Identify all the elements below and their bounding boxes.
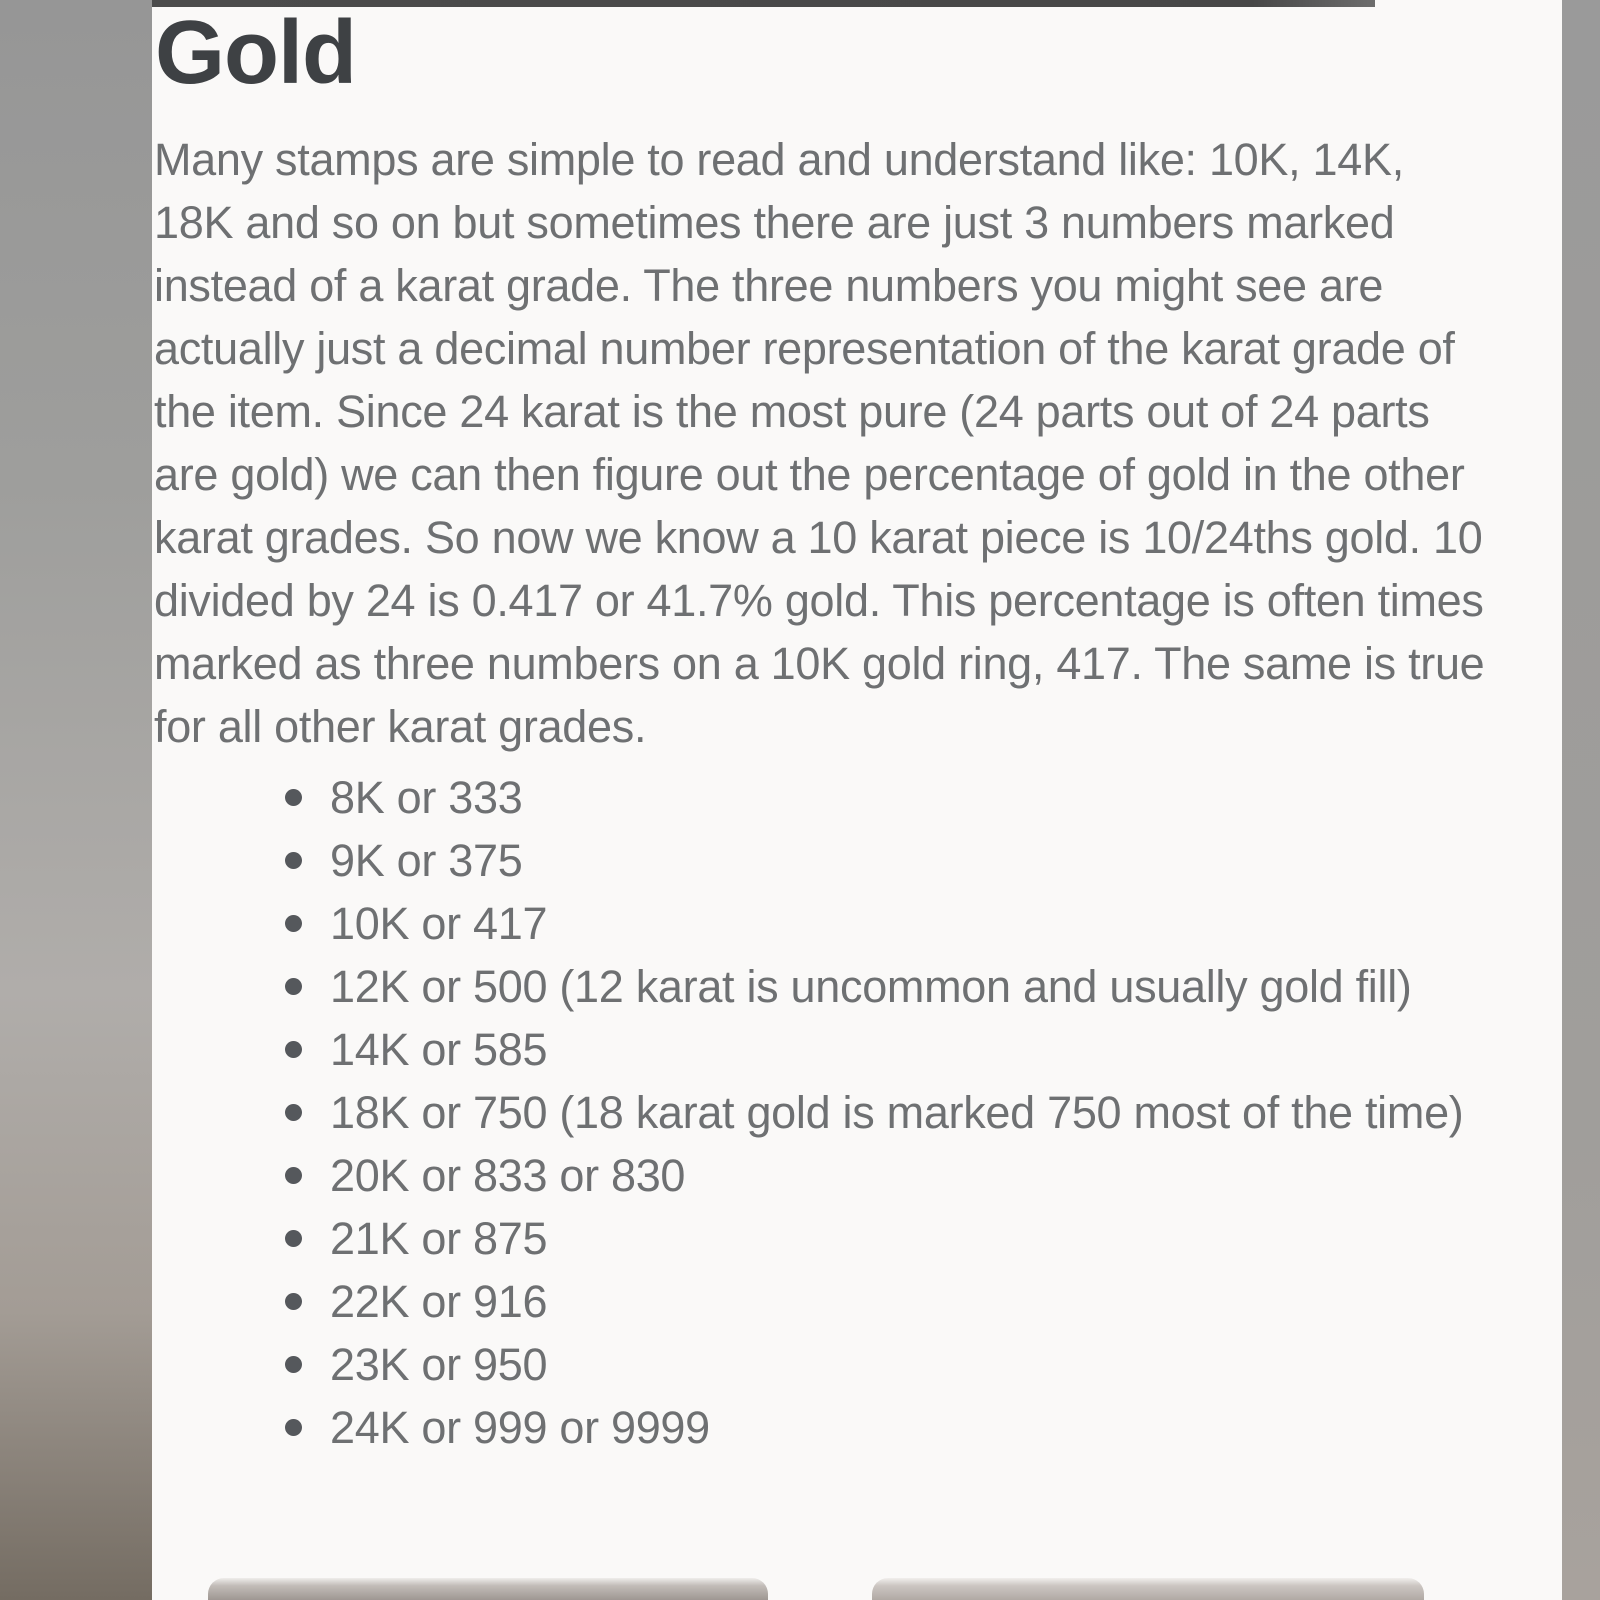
list-item xyxy=(152,1396,1510,1459)
body-paragraph: Many stamps are simple to read and understand like: 10K, 14K, 18K and so on but sometimes there are just 3 numbers marked instead of a karat grade. The three numbers you might see are actually just a decimal number representation of the karat grade of the item. Since 24 karat is the most pure (24 parts out of 24 parts are gold) we can then figure out the percentage of gold in the other karat grades. So now we know a 10 karat piece is 10/24ths gold. 10 divided by 24 is 0.417 or 41.7% gold. This percentage is often times marked as three numbers on a 10K gold ring, 417. The same is true for all other karat grades. xyxy=(154,134,1485,752)
list-item-text: 10K or 417 xyxy=(330,898,548,949)
list-item xyxy=(152,829,1510,892)
article-content xyxy=(152,0,1562,1459)
list-item xyxy=(152,1081,1510,1144)
list-item-text: 20K or 833 or 830 xyxy=(330,1150,686,1201)
list-item xyxy=(152,1333,1510,1396)
photo-margin-left xyxy=(0,0,152,1600)
list-item xyxy=(152,892,1510,955)
list-item-text: 8K or 333 xyxy=(330,772,523,823)
list-item xyxy=(152,1207,1510,1270)
bullet-icon xyxy=(285,789,302,806)
bullet-icon xyxy=(285,978,302,995)
list-item xyxy=(152,1270,1510,1333)
list-item-text: 22K or 916 xyxy=(330,1276,548,1327)
bullet-icon xyxy=(285,1041,302,1058)
list-item-text: 23K or 950 xyxy=(330,1339,548,1390)
list-item xyxy=(152,766,1510,829)
list-item-text: 14K or 585 xyxy=(330,1024,548,1075)
list-item-text: 18K or 750 (18 karat gold is marked 750 most of the time) xyxy=(330,1087,1464,1138)
bullet-icon xyxy=(285,1230,302,1247)
photo-margin-right xyxy=(1562,0,1600,1600)
list-item-text: 12K or 500 (12 karat is uncommon and usually gold fill) xyxy=(330,961,1412,1012)
bullet-icon xyxy=(285,1356,302,1373)
list-item xyxy=(152,955,1510,1018)
page-title: Gold xyxy=(155,3,356,103)
karat-grade-list xyxy=(152,766,1562,1459)
list-item-text: 24K or 999 or 9999 xyxy=(330,1402,710,1453)
bullet-icon xyxy=(285,1167,302,1184)
bullet-icon xyxy=(285,1293,302,1310)
list-item xyxy=(152,1018,1510,1081)
bullet-icon xyxy=(285,1104,302,1121)
bullet-icon xyxy=(285,915,302,932)
list-item xyxy=(152,1144,1510,1207)
cutoff-button-right[interactable] xyxy=(872,1578,1424,1600)
list-item-text: 9K or 375 xyxy=(330,835,523,886)
bullet-icon xyxy=(285,1419,302,1436)
cutoff-button-left[interactable] xyxy=(208,1578,768,1600)
bullet-icon xyxy=(285,852,302,869)
list-item-text: 21K or 875 xyxy=(330,1213,548,1264)
